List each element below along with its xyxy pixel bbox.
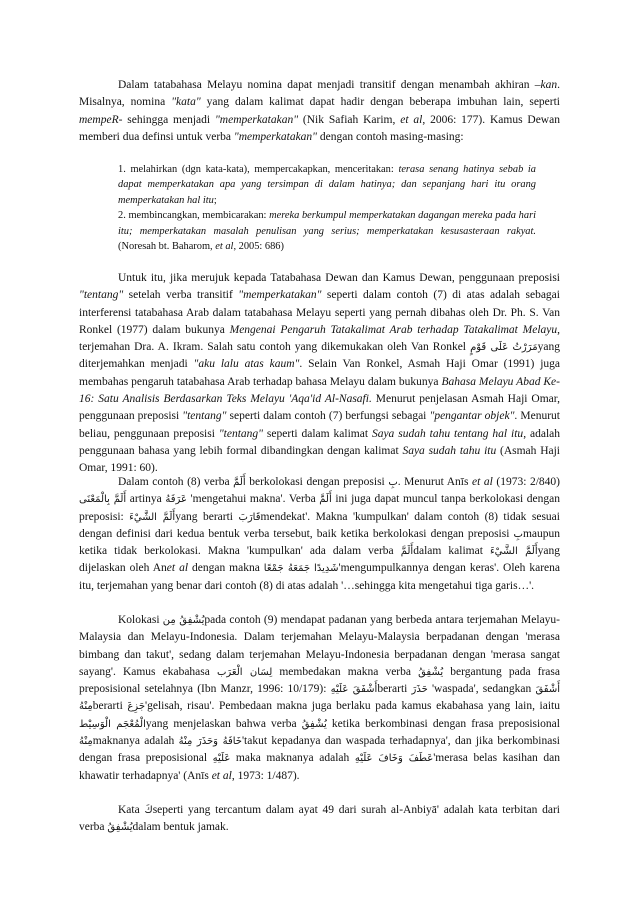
text: dengan makna — [188, 562, 264, 575]
arabic-text: عَرَفَهُ — [165, 494, 187, 506]
text-italic: "memperkatakan" — [214, 113, 299, 126]
arabic-text: جَمَعَهُ جَمْعًا — [263, 563, 311, 575]
text-italic: "aku lalu atas kaum" — [193, 358, 300, 371]
text: Menurut penjelasan Asmah Haji Omar, penggunaan preposisi — [79, 393, 560, 423]
text: , 1973: 1/487). — [231, 769, 300, 782]
text: setelah verba transitif — [123, 289, 239, 302]
text: dalam kalimat — [413, 545, 490, 558]
text: maupun ketika tidak berkolokasi. Makna 'kumpulkan' ada dalam verba — [79, 527, 560, 558]
text-italic: kan — [540, 79, 558, 91]
arabic-text: أَلَمَّ — [400, 546, 414, 558]
text-italic: mempeR- — [79, 113, 123, 126]
text-italic: et al — [211, 769, 232, 782]
text: Untuk itu, jika merujuk kepada Tatabahasa Dewan dan Kamus Dewan, penggunaan preposisi — [118, 272, 560, 284]
arabic-text: قَارَبَ — [238, 511, 261, 523]
text-italic: Bahasa Melayu Abad Ke-16: Satu Analisis Berdasarkan Teks Melayu 'Aqa'id Al-Nasafi. — [79, 375, 560, 406]
arabic-text: يُشْفِقُ مِن — [162, 615, 205, 626]
text: ini juga dapat muncul tanpa berkolokasi dengan preposisi: — [79, 493, 560, 523]
text: dengan contoh masing-masing: — [317, 130, 464, 143]
text: ; — [213, 194, 217, 206]
text: 1. melahirkan (dgn kata-kata), mempercakapkan, menceritakan: — [118, 164, 399, 175]
text: seperti yang tercantum dalam ayat 49 dari surah al-Anbiyā' adalah kata terbitan dari verba — [79, 804, 560, 834]
text: seperti dalam kalimat — [263, 427, 372, 440]
text: . Selain Van Ronkel, Asmah Haji Omar (1991) juga membahas pengaruh tatabahasa Arab terhadap bahasa Melayu dalam bukunya — [79, 358, 561, 388]
text: seperti dalam contoh (7) berfungsi sebagai — [226, 410, 430, 423]
text: , terjemahan Dra. A. Ikram. Salah satu contoh yang dikemukakan oleh Van Ronkel — [79, 323, 560, 354]
text-italic: Mengenai Pengaruh Tatakalimat Arab terhadap Tatakalimat Melayu — [229, 323, 558, 336]
text: ketika berkombinasi dengan frasa preposisional — [326, 717, 560, 730]
arabic-text: أَلَمَّ — [319, 494, 332, 506]
text-italic: Saya sudah tahu tentang hal itu — [371, 427, 524, 440]
text: berarti — [377, 683, 412, 696]
text: yang diterjemahkan menjadi — [79, 341, 560, 371]
arabic-text: أَلَمَّ — [233, 477, 246, 488]
text: 'waspada', sedangkan — [427, 683, 536, 696]
text-italic: et al — [400, 113, 423, 126]
arabic-text: يُشْفِقُ — [418, 666, 444, 678]
text: 2. membincangkan, membicarakan: — [118, 210, 270, 222]
text: seperti dalam contoh (7) di atas adalah sebagai interferensi tatabahasa Arab dalam tatabahasa Melayu seperti yang pernah dibahas oleh Dr. Ph. S. Van Ronkel (1977) dalam bukunya — [79, 289, 560, 336]
text: 'merasa belas kasihan dan khawatir terhadapnya' (Anīs — [79, 752, 560, 782]
text: 'mengumpulkannya dengan keras'. Oleh karena itu, terjemahan yang benar dari contoh (8) di atas adalah '…sehingga kita mengetahui tiga garis…'. — [79, 562, 561, 592]
text: Dalam tatabahasa Melayu nomina dapat menjadi transitif dengan menambah akhiran – — [118, 79, 541, 91]
text-italic: "tentang" — [182, 410, 227, 423]
text: (Asmah Haji Omar, 1991: 60). — [79, 444, 560, 475]
arabic-text: أَشْفَقَ عَلَيْهِ — [330, 684, 378, 696]
arabic-text: لِسَان الْعَرَب — [216, 666, 273, 678]
arabic-text: جَزِعَ — [127, 701, 146, 713]
text: , 2006: 177). Kamus Dewan memberi dua definsi untuk verba — [79, 113, 560, 143]
arabic-text: أَلَمَّ الشَّيْءَ — [489, 546, 538, 558]
text: (1973: 2/840) — [492, 476, 560, 488]
text: maka maknanya adalah — [230, 752, 355, 765]
text: 'mengetahui makna'. Verba — [186, 493, 320, 506]
text: berkolokasi dengan preposisi — [245, 476, 389, 488]
paragraph-example-8 — [79, 474, 560, 595]
text: Kata — [118, 804, 145, 816]
arabic-text: أَلَمَّ بِالْمَعْنَى — [79, 494, 127, 506]
paragraph-kata — [79, 802, 560, 837]
text: bergantung pada frasa preposisional setelahnya (Ibn Manzr, 1996: 10/179): — [79, 665, 560, 696]
text: pada contoh (9) mendapat padanan yang berbeda antara terjemahan Melayu-Malaysia dan Melayu-Indonesia. Dalam terjemahan Melayu-Malaysia berpadanan dengan 'merasa bimbang dan takut', sedang dalam terjemahan Melayu-Indonesia berpadanan dengan 'merasa sangat sayang'. Kamus ekabahasa — [79, 614, 561, 678]
arabic-text: كَ — [144, 805, 153, 816]
arabic-text: عَطَفَ وَخَافَ عَلَيْهِ — [354, 753, 434, 765]
definition-quote — [118, 162, 536, 254]
arabic-text: يُشْفِقُ — [301, 718, 327, 730]
text-italic: "tentang" — [218, 427, 263, 440]
text: . Menurut Anīs — [397, 476, 472, 488]
text-italic: "memperkatakan" — [238, 289, 322, 302]
arabic-text: مَرَرْتُ عَلَى قَوْمٍ — [470, 342, 538, 354]
text: (Nik Safiah Karim, — [298, 113, 401, 126]
arabic-text: شَدِيدًا — [314, 563, 339, 575]
arabic-text: الْمُعْجَم الْوَسِيْط — [79, 718, 146, 730]
text: maknanya adalah — [92, 735, 179, 748]
text-italic: "memperkatakan" — [233, 130, 317, 143]
text: yang dalam kalimat dapat hadir dengan beberapa imbuhan lain, seperti — [200, 96, 560, 109]
text: , 2005: 686) — [233, 241, 284, 253]
arabic-text: مِنْهُ — [79, 736, 93, 748]
text: (Noresah bt. Baharom, — [118, 241, 216, 253]
text: membedakan makna verba — [272, 665, 419, 678]
text-italic: mereka berkumpul memperkatakan dagangan mereka pada hari itu; memperkatakan masalah penulisan yang serius; memperkatakan kesusasteraan rakyat. — [118, 210, 536, 237]
paragraph-collocation — [79, 612, 560, 785]
arabic-text: بِ — [513, 528, 523, 540]
text: sehingga menjadi — [122, 113, 215, 126]
text: berarti — [92, 700, 128, 713]
arabic-text: أَلَمَّ الشَّيْءَ — [129, 511, 176, 523]
text-italic: "kata" — [171, 96, 201, 109]
text: yang berarti — [175, 510, 239, 523]
text-italic: "pengantar objek" — [429, 410, 515, 423]
text: yang dijelaskan oleh An — [79, 545, 560, 575]
arabic-text: عَلَيْهِ — [212, 753, 231, 765]
arabic-text: أَشْفَقَ مِنْهُ — [79, 684, 561, 713]
paragraph-intro — [79, 77, 560, 146]
text: . Menurut beliau, penggunaan preposisi — [79, 410, 560, 440]
text: mendekat'. Makna 'kumpulkan' dalam contoh (8) tidak sesuai dengan definisi dari kedua bentuk verba tersebut, baik ketika berkolokasi dengan preposisi — [79, 510, 560, 540]
text-italic: Saya sudah tahu itu — [402, 444, 497, 457]
text: 'takut kepadanya dan waspada terhadapnya', dan jika berkombinasi dengan frasa preposisional — [79, 735, 560, 765]
arabic-text: خَافَهُ وَحَذَرَ مِنْهُ — [178, 736, 242, 748]
text-italic: "tentang" — [79, 289, 124, 302]
text-italic: et al — [472, 476, 493, 488]
text-italic: et al — [215, 241, 234, 253]
text: , adalah penggunaan bahasa yang lebih formal dibandingkan dengan kalimat — [79, 427, 560, 457]
paragraph-interference — [79, 270, 560, 478]
text: . Misalnya, nomina — [79, 79, 560, 109]
text: Dalam contoh (8) verba — [118, 476, 234, 488]
text: dalam bentuk jamak. — [132, 821, 229, 834]
text: artinya — [126, 493, 166, 506]
arabic-text: يُشْفِقُ — [107, 822, 133, 834]
text: Kolokasi — [118, 614, 163, 626]
text: 'gelisah, risau'. Pembedaan makna juga berlaku pada kamus ekabahasa yang lain, iaitu — [145, 700, 560, 713]
text-italic: et al — [166, 562, 189, 575]
arabic-text: حَذَرَ — [411, 684, 428, 696]
arabic-text: بِ — [388, 477, 398, 488]
text: yang menjelaskan bahwa verba — [145, 717, 302, 730]
text-italic: terasa senang hatinya sebab ia dapat memperkatakan apa yang tersimpan di dalam hatinya; dan sepanjang hari itu orang memperkatakan hal itu — [118, 164, 537, 206]
